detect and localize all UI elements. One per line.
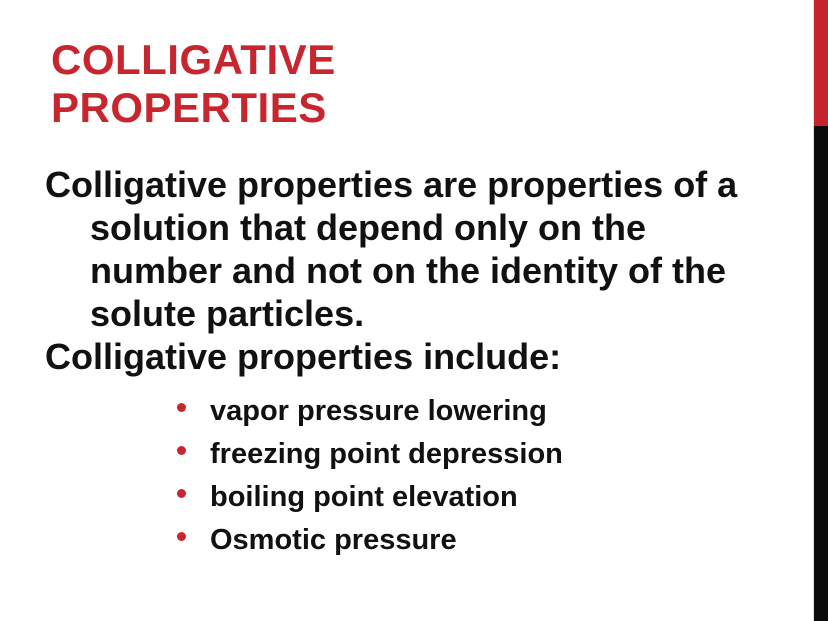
bullet-dot-icon [177,489,186,498]
bullet-text: freezing point depression [210,438,563,470]
definition-paragraph [45,163,737,335]
definition-line-1: Colligative properties are properties of a [45,164,738,205]
list-item [177,476,563,519]
bullet-text: vapor pressure lowering [210,395,547,427]
slide-title [51,36,336,132]
bullet-text: Osmotic pressure [210,524,457,556]
bullet-dot-icon [177,446,186,455]
list-item [177,519,563,562]
bullet-dot-icon [177,532,186,541]
list-item [177,390,563,433]
list-item [177,433,563,476]
definition-line-3: number and not on the identity of the [90,250,726,291]
bullet-text: boiling point elevation [210,481,518,513]
slide-title-line-1: COLLIGATIVE [51,36,336,83]
slide-title-line-2: PROPERTIES [51,84,327,131]
bullet-list [177,390,563,562]
accent-bar-black [814,126,828,621]
bullet-dot-icon [177,403,186,412]
definition-line-4: solute particles. [90,293,365,334]
include-heading: Colligative properties include: [45,336,562,377]
definition-line-2: solution that depend only on the [90,207,646,248]
accent-bar-red [814,0,828,126]
